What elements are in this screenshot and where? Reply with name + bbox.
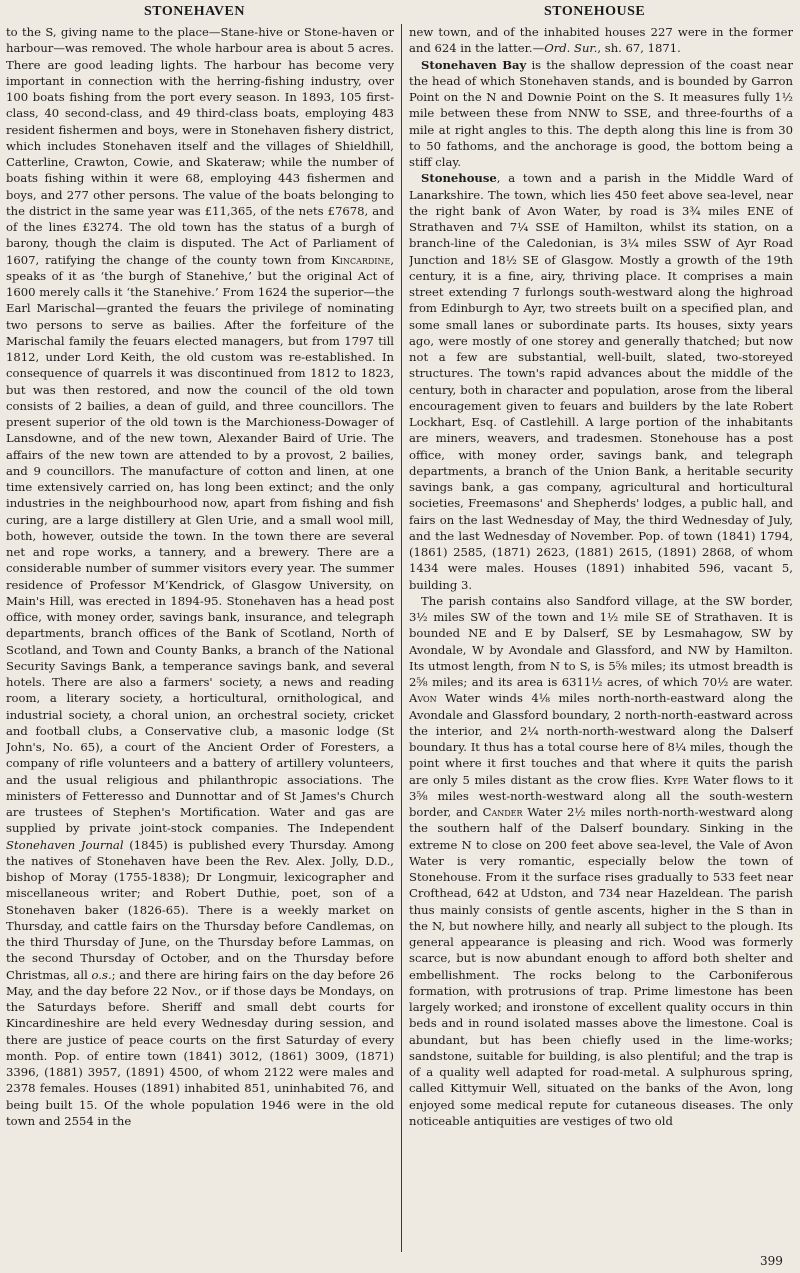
text-run: Water 2½ miles north-north-westward along the southern half of the Dalserf boundary. Sinking in the extreme N to close on 200 feet above sea-level, the Vale of Avon Water is very romantic, especially below the town of Stonehouse. From it the surface rises gradually to 533 feet near Crofthead, 642 at Udston, and 734 near Hazeldean. The parish thus mainly consists of gentle ascents, higher in the S than in the N, but nowhere hilly, and nearly all subject to the plough. Its general appearance is pleasing and rich. Wood was formerly scarce, but is now abundant enough to afford both shelter and embellishment. The rocks belong to the Carboniferous formation, with protrusions of trap. Prime limestone has been largely worked; and ironstone of excellent quality occurs in thin beds and in round isolated masses above the limestone. Coal is abundant, but has been chiefly used in the lime-works; sandstone, suitable for building, is also plentiful; and the trap is of a quality well adapted for road-metal. A sulphurous spring, called Kittymuir Well, situated on the banks of the Avon, long enjoyed some medical repute for cutaneous diseases. The only noticeable antiquities are vestiges of two old xyxy=(409,805,793,1128)
text-run: Water winds 4⅛ miles north-north-eastward along the Avondale and Glassford boundary, 2 north-north-eastward across the interior, and 2¼ north-north-westward along the Dalserf boundary. It thus has a total course here of 8¼ miles, though the point where it first touches and that where it quits the parish are only 5 miles distant as the crow flies. xyxy=(409,691,793,787)
text-run: new town, and of the inhabited houses 227 were in the former and 624 in the latter.— xyxy=(409,25,793,56)
stonehaven-bay-entry xyxy=(409,57,793,171)
stonehouse-parish-paragraph xyxy=(409,593,793,1129)
stonehaven-entry-continuation xyxy=(6,24,394,1129)
running-head-left: STONEHAVEN xyxy=(144,4,245,19)
column-divider xyxy=(401,24,402,1252)
journal-title: Stonehaven Journal xyxy=(6,837,124,852)
stonehouse-entry xyxy=(409,170,793,593)
left-column xyxy=(6,24,394,1254)
headword-stonehouse: Stonehouse xyxy=(421,171,497,186)
text-run: , sh. 67, 1871. xyxy=(597,41,681,56)
text-run: is the shallow depression of the coast near the head of which Stonehaven stands, and is bounded by Garron Point on the N and Downie Point on the S. It measures fully 1½ mile between these from NNW to SSE, and three-fourths of a mile at right angles to this. The depth along this line is from 30 to 50 fathoms, and the anchorage is good, the bottom being a stiff clay. xyxy=(409,57,793,169)
text-run: to the S, giving name to the place—Stane-hive or Stone-haven or harbour—was removed. The whole harbour area is about 5 acres. There are good leading lights. The harbour has become very important in connection with the herring-fishing industry, over 100 boats fishing from the port every season. In 1893, 105 first-class, 40 second-class, and 49 third-class boats, employing 483 resident fishermen and boys, were in Stonehaven fishery district, which includes Stonehaven itself and the villages of Shieldhill, Catterline, Crawton, Cowie, and Skateraw; while the number of boats fishing within it were 68, employing 443 fishermen and boys, and 277 other persons. The value of the boats belonging to the district in the same year was £11,365, of the nets £7678, and of the lines £3274. The old town has the status of a burgh of barony, though the claim is disputed. The Act of Parliament of 1607, ratifying the change of the county town from xyxy=(6,25,394,267)
os-abbrev: o.s. xyxy=(91,967,112,982)
stonehaven-entry-end xyxy=(409,24,793,57)
text-run: (1845) is published every Thursday. Among the natives of Stonehaven have been the Rev. Alex. Jolly, D.D., bishop of Moray (1755-1838); Dr Longmuir, lexicographer and miscellaneous writer; and Robert Duthie, poet, son of a Stonehaven baker (1826-65). There is a weekly market on Thursday, and cattle fairs on the Thursday before Candlemas, on the third Thursday of June, on the Thursday before Lammas, on the second Thursday of October, and on the Thursday before Christmas, all xyxy=(6,837,394,982)
avon-smallcaps: Avon xyxy=(409,691,437,706)
text-run: Water flows to it 3⅝ miles west-north-westward along all the south-western border, and xyxy=(409,772,793,819)
cander-smallcaps: Cander xyxy=(482,805,523,819)
page-number: 399 xyxy=(760,1254,783,1268)
text-run: The parish contains also Sandford village, at the SW border, 3½ miles SW of the town and 1½ mile SE of Strathaven. It is bounded NE and E by Dalserf, SE by Lesmahagow, SW by Avondale, W by Avondale and Glassford, and NW by Hamilton. Its utmost length, from N to S, is 5⅝ miles; its utmost breadth is 2⅝ miles; and its area is 6311½ acres, of which 70½ are water. xyxy=(409,593,793,689)
text-run: , a town and a parish in the Middle Ward of Lanarkshire. The town, which lies 450 feet above sea-level, near the right bank of Avon Water, by road is 3¾ miles ENE of Strathaven and 7¼ SSE of Hamilton, whilst its station, on a branch-line of the Caledonian, is 3¼ miles SSW of Ayr Road Junction and 18½ SE of Glasgow. Mostly a growth of the 19th century, it is a fine, airy, thriving place. It comprises a main street extending 7 furlongs south-westward along the highroad from Edinburgh to Ayr, two streets built on a specified plan, and some small lanes or subordinate parts. Its houses, sixty years ago, were mostly of one storey and generally thatched; but now not a few are substantial, well-built, slated, two-storeyed structures. The town's rapid advances about the middle of the century, both in character and population, arose from the liberal encouragement given to feuars and builders by the late Robert Lockhart, Esq. of Castlehill. A large portion of the inhabitants are miners, weavers, and tradesmen. Stonehouse has a post office, with money order, savings bank, and telegraph departments, a branch of the Union Bank, a heritable security savings bank, a gas company, agricultural and horticultural societies, Freemasons' and Shepherds' lodges, a public hall, and fairs on the last Wednesday of May, the third Wednesday of July, and the last Wednesday of November. Pop. of town (1841) 1794, (1861) 2585, (1871) 2623, (1881) 2615, (1891) 2868, of whom 1434 were males. Houses (1891) inhabited 596, vacant 5, building 3. xyxy=(409,171,793,592)
text-run: ; and there are hiring fairs on the day before 26 May, and the day before 22 Nov., or if those days be Mondays, on the Saturdays before. Sheriff and small debt courts for Kincardineshire are held every Wednesday during session, and there are justice of peace courts on the first Saturday of every month. Pop. of entire town (1841) 3012, (1861) 3009, (1871) 3396, (1881) 3957, (1891) 4500, of whom 2122 were males and 2378 females. Houses (1891) inhabited 851, uninhabited 76, and being built 15. Of the whole population 1946 were in the old town and 2554 in the xyxy=(6,967,394,1128)
running-head-right: STONEHOUSE xyxy=(544,4,646,19)
kype-smallcaps: Kype xyxy=(663,772,689,787)
source-citation: Ord. Sur. xyxy=(544,41,598,56)
headword-stonehaven-bay: Stonehaven Bay xyxy=(421,57,527,72)
text-run: , speaks of it as ‘the burgh of Stanehive,’ but the original Act of 1600 merely calls it ‘the Stanehive.’ From 1624 the superior—the Earl Marischal—granted the feuars the privilege of nominating two persons to serve as bailies. After the forfeiture of the Marischal family the feuars elected managers, but from 1797 till 1812, under Lord Keith, the old custom was re-established. In consequence of quarrels it was discontinued from 1812 to 1823, but was then restored, and now the council of the old town consists of 2 bailies, a dean of guild, and three councillors. The present superior of the old town is the Marchioness-Dowager of Lansdowne, and of the new town, Alexander Baird of Urie. The affairs of the new town are attended to by a provost, 2 bailies, and 9 councillors. The manufacture of cotton and linen, at one time extensively carried on, has long been extinct; and the only industries in the neighbourhood now, apart from fishing and fish curing, are a large distillery at Glen Urie, and a small wool mill, both, however, outside the town. In the town there are several net and rope works, a tannery, and a brewery. There are a considerable number of summer visitors every year. The summer residence of Professor M‘Kendrick, of Glasgow University, on Main's Hill, was erected in 1894-95. Stonehaven has a head post office, with money order, savings bank, insurance, and telegraph departments, branch offices of the Bank of Scotland, North of Scotland, and Town and County Banks, a branch of the National Security Savings Bank, a temperance savings bank, and several hotels. There are also a farmers' society, a news and reading room, a literary society, a horticultural, ornithological, and industrial society, a choral union, an orchestral society, cricket and football clubs, a Conservative club, a masonic lodge (St John's, No. 65), a court of the Ancient Order of Foresters, a company of rifle volunteers and a battery of artillery volunteers, and the usual religious and philanthropic associations. The ministers of Fetteresso and Dunnottar and of St James's Church are trustees of Stephen's Mortification. Water and gas are supplied by private joint-stock companies. The Independent xyxy=(6,252,394,836)
kincardine-smallcaps: Kincardine xyxy=(331,252,391,267)
right-column xyxy=(409,24,793,1254)
